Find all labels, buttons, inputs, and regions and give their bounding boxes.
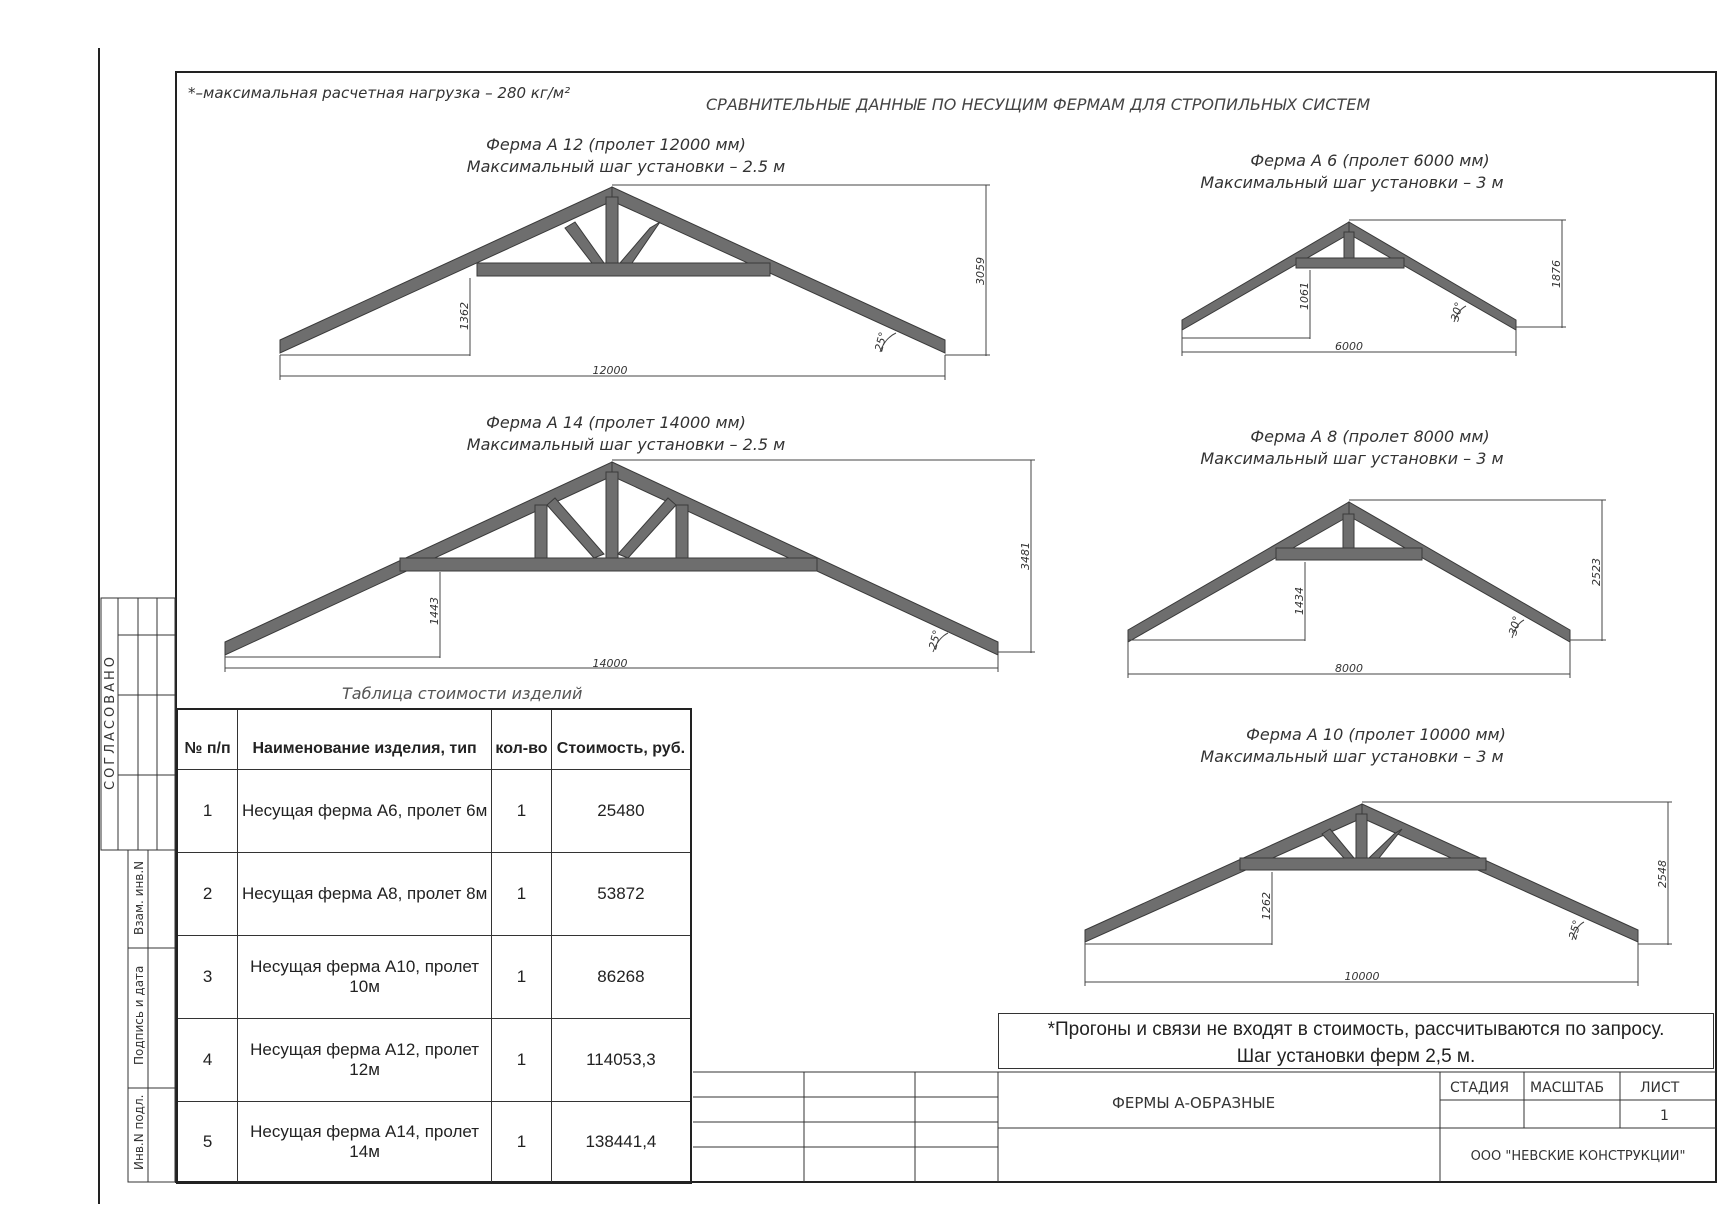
pricing-note [998,1013,1714,1069]
truss-a8-angle: 30° [1506,614,1524,637]
cell-price: 138441,4 [551,1101,691,1183]
cell-price: 114053,3 [551,1018,691,1101]
truss-a8 [1128,427,1606,678]
truss-a10-title: Ферма А 10 (пролет 10000 мм) [1246,725,1506,744]
cell-qty: 1 [492,852,552,935]
stamp-scale-label: МАСШТАБ [1530,1080,1605,1096]
cell-qty: 1 [492,935,552,1018]
truss-a14-height: 3481 [1019,542,1032,570]
truss-a6-span: 6000 [1335,340,1363,353]
table-header-row [177,709,691,769]
cell-price: 25480 [551,769,691,852]
replace-inv-label: Взам. инв.N [132,860,146,935]
stamp-stage-label: СТАДИЯ [1450,1080,1510,1096]
truss-a12-subtitle: Максимальный шаг установки – 2.5 м [466,157,786,176]
table-caption: Таблица стоимости изделий [342,684,583,703]
truss-a8-subtitle: Максимальный шаг установки – 3 м [1200,449,1504,468]
cell-name: Несущая ферма А14, пролет 14м [238,1101,492,1183]
table-row [177,935,691,1018]
stamp-company: ООО "НЕВСКИЕ КОНСТРУКЦИИ" [1470,1149,1686,1164]
truss-a10-span: 10000 [1344,970,1380,983]
stamp-sheet-label: ЛИСТ [1640,1080,1680,1096]
truss-a14-title: Ферма А 14 (пролет 14000 мм) [486,413,746,432]
cell-price: 53872 [551,852,691,935]
truss-a12-span: 12000 [592,364,628,377]
pricing-note-line1: *Прогоны и связи не входят в стоимость, рассчитываются по запросу. [1047,1019,1665,1040]
col-header-qty: кол-во [492,709,552,769]
cell-num: 3 [177,935,238,1018]
cell-name: Несущая ферма А12, пролет 12м [238,1018,492,1101]
table-row [177,1101,691,1183]
truss-a10 [1085,725,1672,986]
truss-a14-angle: 25° [926,628,944,651]
approved-label: СОГЛАСОВАНО [103,653,118,790]
truss-a14-span: 14000 [592,657,628,670]
cell-num: 4 [177,1018,238,1101]
col-header-name: Наименование изделия, тип [238,709,492,769]
sign-date-label: Подпись и дата [132,965,146,1065]
truss-a8-heel: 1434 [1293,587,1306,615]
table-row [177,769,691,852]
truss-a12-height: 3059 [974,257,987,285]
load-note: *–максимальная расчетная нагрузка – 280 кг/м² [188,84,571,102]
cell-qty: 1 [492,1018,552,1101]
truss-a10-angle: 25° [1566,918,1584,941]
truss-a14-subtitle: Максимальный шаг установки – 2.5 м [466,435,786,454]
stamp-sheet-value: 1 [1660,1108,1669,1124]
truss-a10-subtitle: Максимальный шаг установки – 3 м [1200,747,1504,766]
cell-qty: 1 [492,1101,552,1183]
cell-num: 2 [177,852,238,935]
cell-name: Несущая ферма А8, пролет 8м [238,852,492,935]
cell-qty: 1 [492,769,552,852]
truss-a12-heel: 1362 [458,302,471,330]
pricing-note-line2: Шаг установки ферм 2,5 м. [1236,1046,1476,1067]
sheet-title: СРАВНИТЕЛЬНЫЕ ДАННЫЕ ПО НЕСУЩИМ ФЕРМАМ ДЛЯ СТРОПИЛЬНЫХ СИСТЕМ [706,95,1371,114]
truss-a6-title: Ферма А 6 (пролет 6000 мм) [1250,151,1490,170]
table-row [177,1018,691,1101]
truss-a6-angle: 30° [1448,300,1466,323]
truss-a14-heel: 1443 [428,597,441,625]
truss-a8-title: Ферма А 8 (пролет 8000 мм) [1250,427,1490,446]
truss-a12 [280,135,990,380]
cell-name: Несущая ферма А6, пролет 6м [238,769,492,852]
truss-a6 [1182,151,1566,356]
truss-a12-title: Ферма А 12 (пролет 12000 мм) [486,135,746,154]
truss-a12-angle: 25° [872,330,890,353]
truss-a14 [225,413,1035,672]
truss-a8-height: 2523 [1590,558,1603,586]
truss-a10-height: 2548 [1656,860,1669,888]
cell-num: 5 [177,1101,238,1183]
stamp-name: ФЕРМЫ А-ОБРАЗНЫЕ [1112,1094,1276,1112]
truss-a6-height: 1876 [1550,260,1563,288]
col-header-price: Стоимость, руб. [551,709,691,769]
price-table [176,708,692,1184]
truss-a6-subtitle: Максимальный шаг установки – 3 м [1200,173,1504,192]
cell-name: Несущая ферма А10, пролет 10м [238,935,492,1018]
cell-price: 86268 [551,935,691,1018]
truss-a8-span: 8000 [1335,662,1363,675]
table-row [177,852,691,935]
cell-num: 1 [177,769,238,852]
truss-a10-heel: 1262 [1260,892,1273,920]
truss-a6-heel: 1061 [1298,282,1311,310]
inv-orig-label: Инв.N подл. [132,1094,146,1170]
col-header-num: № п/п [177,709,238,769]
